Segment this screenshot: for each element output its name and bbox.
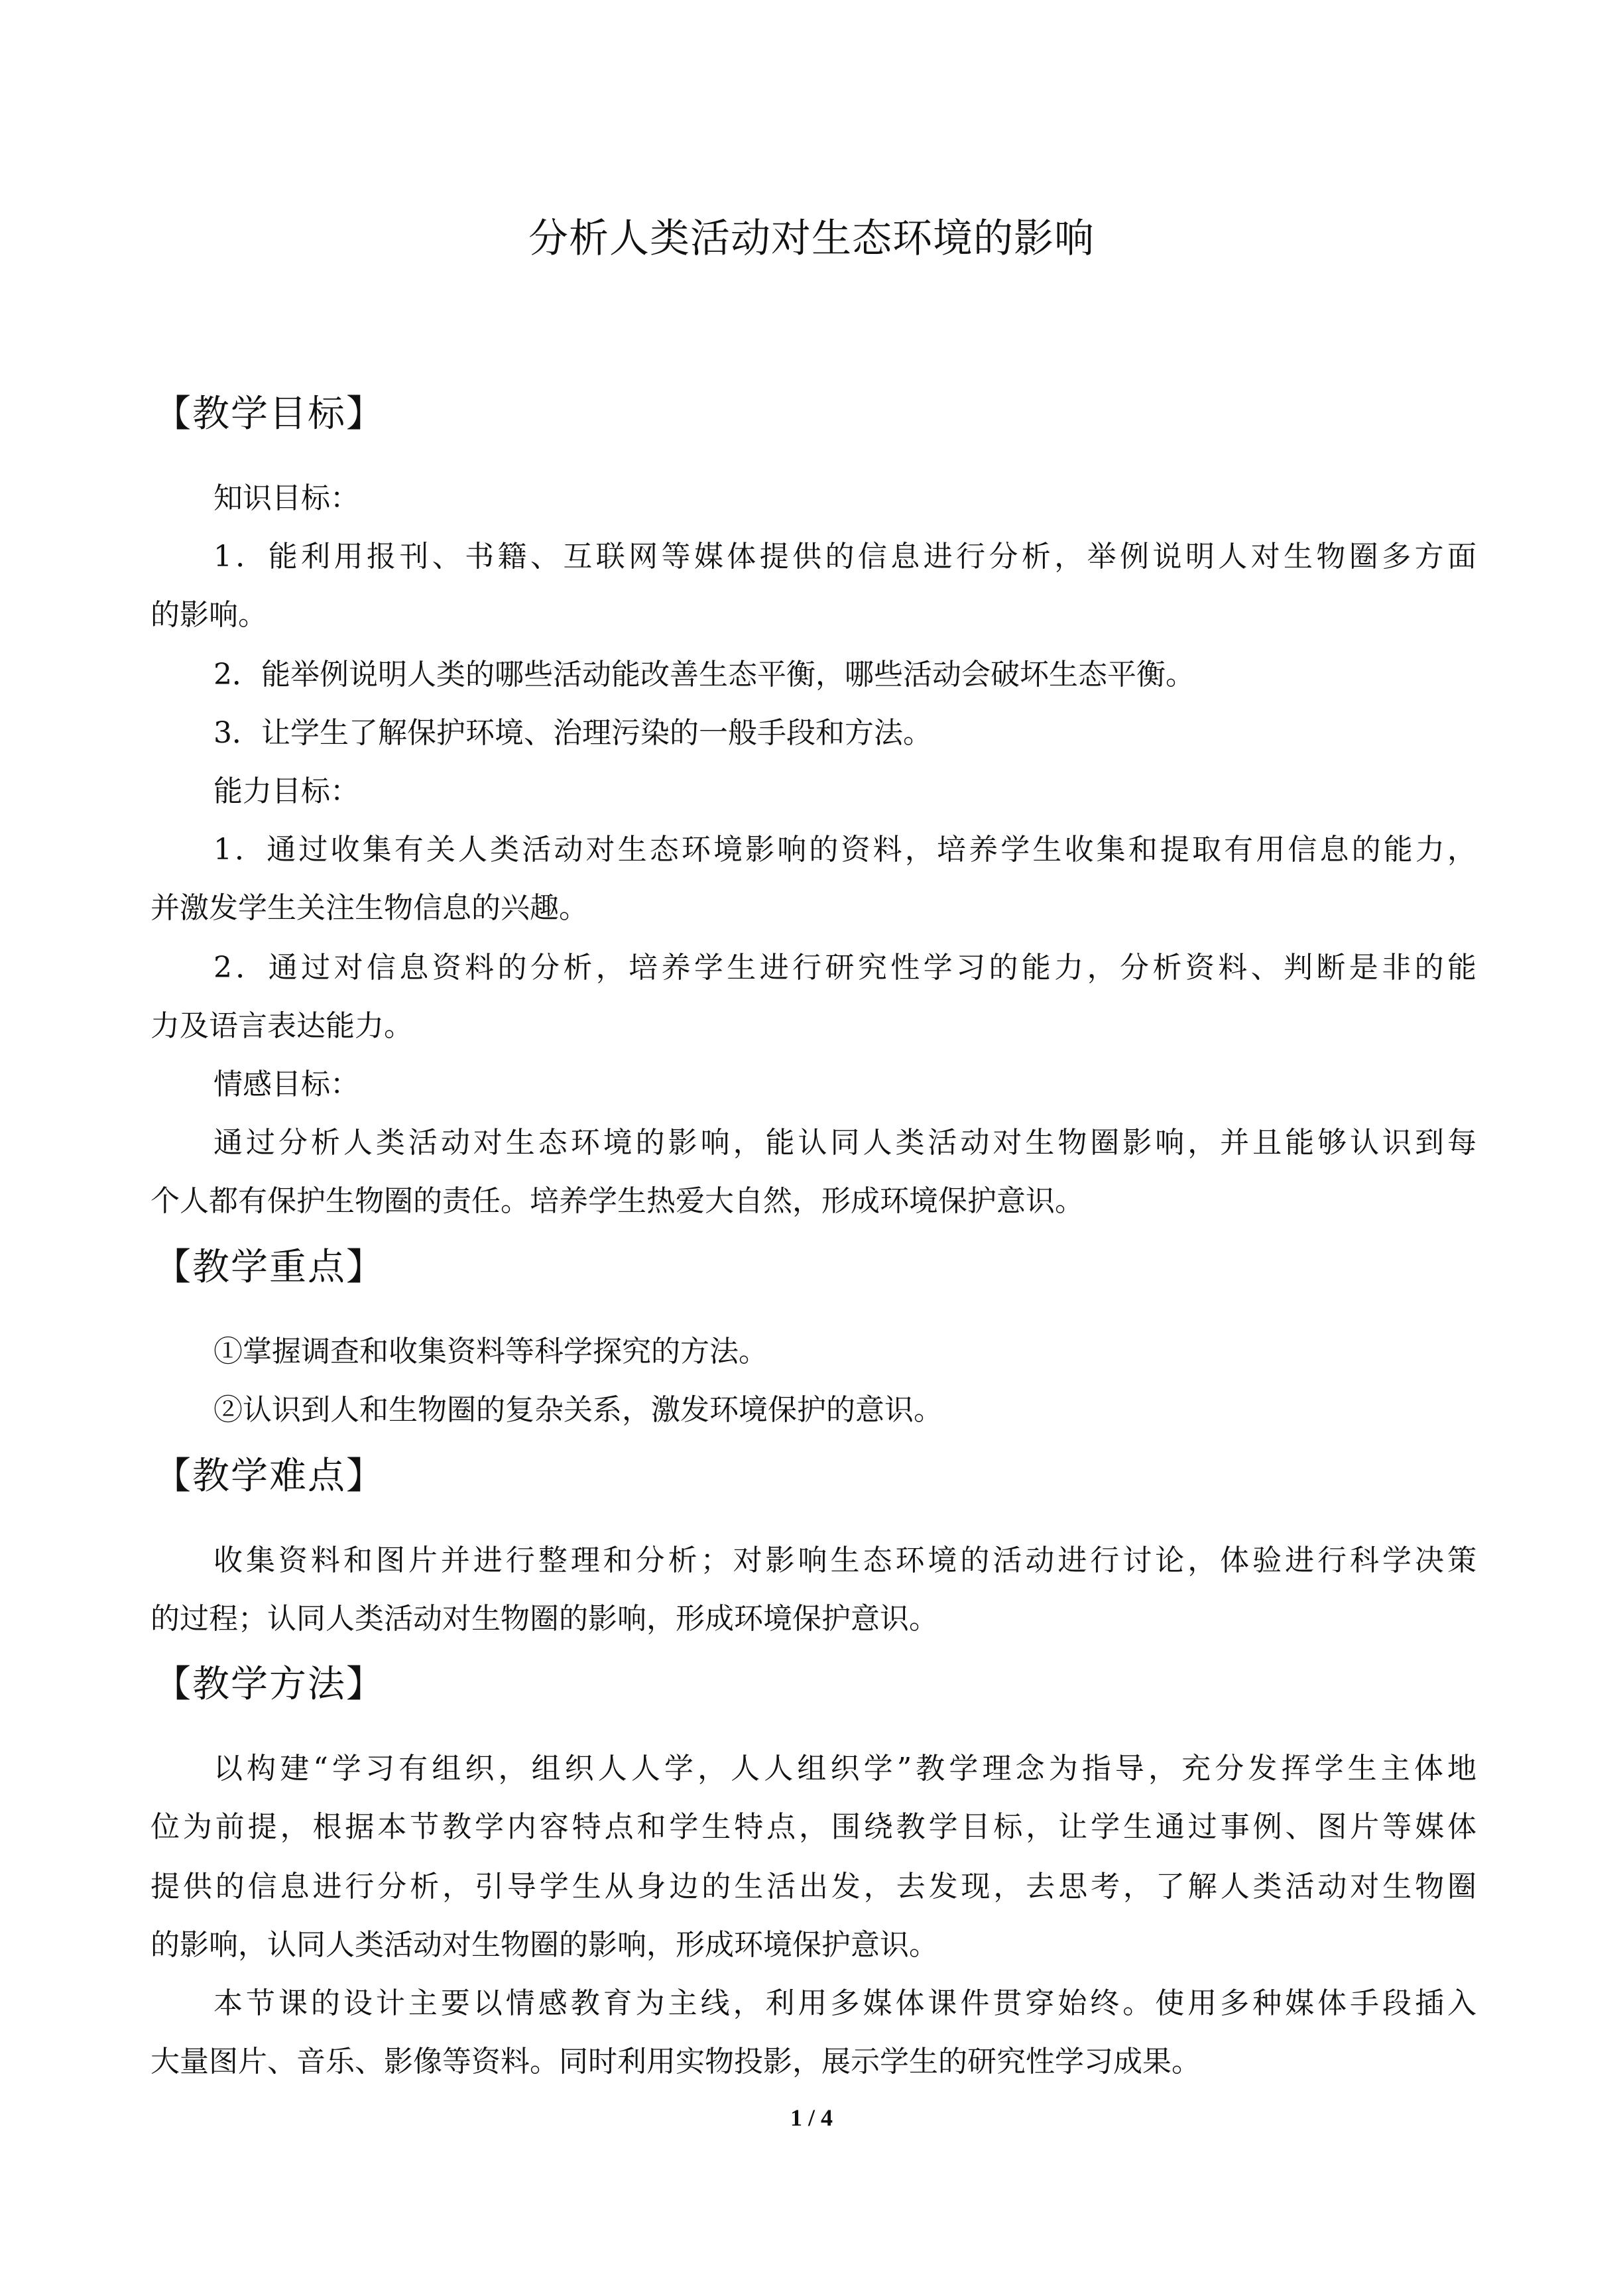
methods-p2-line1: 本节课的设计主要以情感教育为主线，利用多媒体课件贯穿始终。使用多种媒体手段插入 [213,1986,1476,2020]
key-point-1: ①掌握调查和收集资料等科学探究的方法。 [213,1335,768,1368]
document-title: 分析人类活动对生态环境的影响 [528,215,1095,262]
knowledge-objective-1-line2: 的影响。 [150,598,267,632]
ability-objective-1-line1: 1．通过收集有关人类活动对生态环境影响的资料，培养学生收集和提取有用信息的能力， [213,833,1476,867]
ability-objective-2-line2: 力及语言表达能力。 [150,1009,413,1043]
heading-difficulties: 【教学难点】 [154,1455,385,1498]
difficulties-line2: 的过程；认同人类活动对生物圈的影响，形成环境保护意识。 [150,1602,938,1636]
knowledge-objective-3: 3．让学生了解保护环境、治理污染的一般手段和方法。 [213,716,932,750]
page-number: 1 / 4 [790,2104,833,2131]
heading-teaching-objectives: 【教学目标】 [154,393,385,436]
methods-p1-line1: 以构建“学习有组织，组织人人学，人人组织学”教学理念为指导，充分发挥学生主体地 [213,1752,1476,1785]
emotion-objective-line2: 个人都有保护生物圈的责任。培养学生热爱大自然，形成环境保护意识。 [150,1184,1084,1218]
methods-p2-line2: 大量图片、音乐、影像等资料。同时利用实物投影，展示学生的研究性学习成果。 [150,2045,1201,2079]
knowledge-objectives-label: 知识目标： [213,481,359,515]
ability-objectives-label: 能力目标： [213,774,359,808]
key-point-2: ②认识到人和生物圈的复杂关系，激发环境保护的意识。 [213,1393,943,1427]
knowledge-objective-1-line1: 1．能利用报刊、书籍、互联网等媒体提供的信息进行分析，举例说明人对生物圈多方面 [213,540,1476,574]
emotion-objective-line1: 通过分析人类活动对生态环境的影响，能认同人类活动对生物圈影响，并且能够认识到每 [213,1126,1476,1160]
ability-objective-2-line1: 2．通过对信息资料的分析，培养学生进行研究性学习的能力，分析资料、判断是非的能 [213,951,1476,985]
methods-p1-line3: 提供的信息进行分析，引导学生从身边的生活出发，去发现，去思考，了解人类活动对生物圈 [150,1870,1476,1903]
emotion-objectives-label: 情感目标： [213,1067,359,1101]
knowledge-objective-2: 2．能举例说明人类的哪些活动能改善生态平衡，哪些活动会破坏生态平衡。 [213,658,1195,692]
methods-p1-line4: 的影响，认同人类活动对生物圈的影响，形成环境保护意识。 [150,1928,938,1962]
heading-methods: 【教学方法】 [154,1663,385,1706]
difficulties-line1: 收集资料和图片并进行整理和分析；对影响生态环境的活动进行讨论，体验进行科学决策 [213,1543,1476,1577]
methods-p1-line2: 位为前提，根据本节教学内容特点和学生特点，围绕教学目标，让学生通过事例、图片等媒体 [150,1810,1476,1844]
ability-objective-1-line2: 并激发学生关注生物信息的兴趣。 [150,891,588,925]
heading-key-points: 【教学重点】 [154,1246,385,1289]
